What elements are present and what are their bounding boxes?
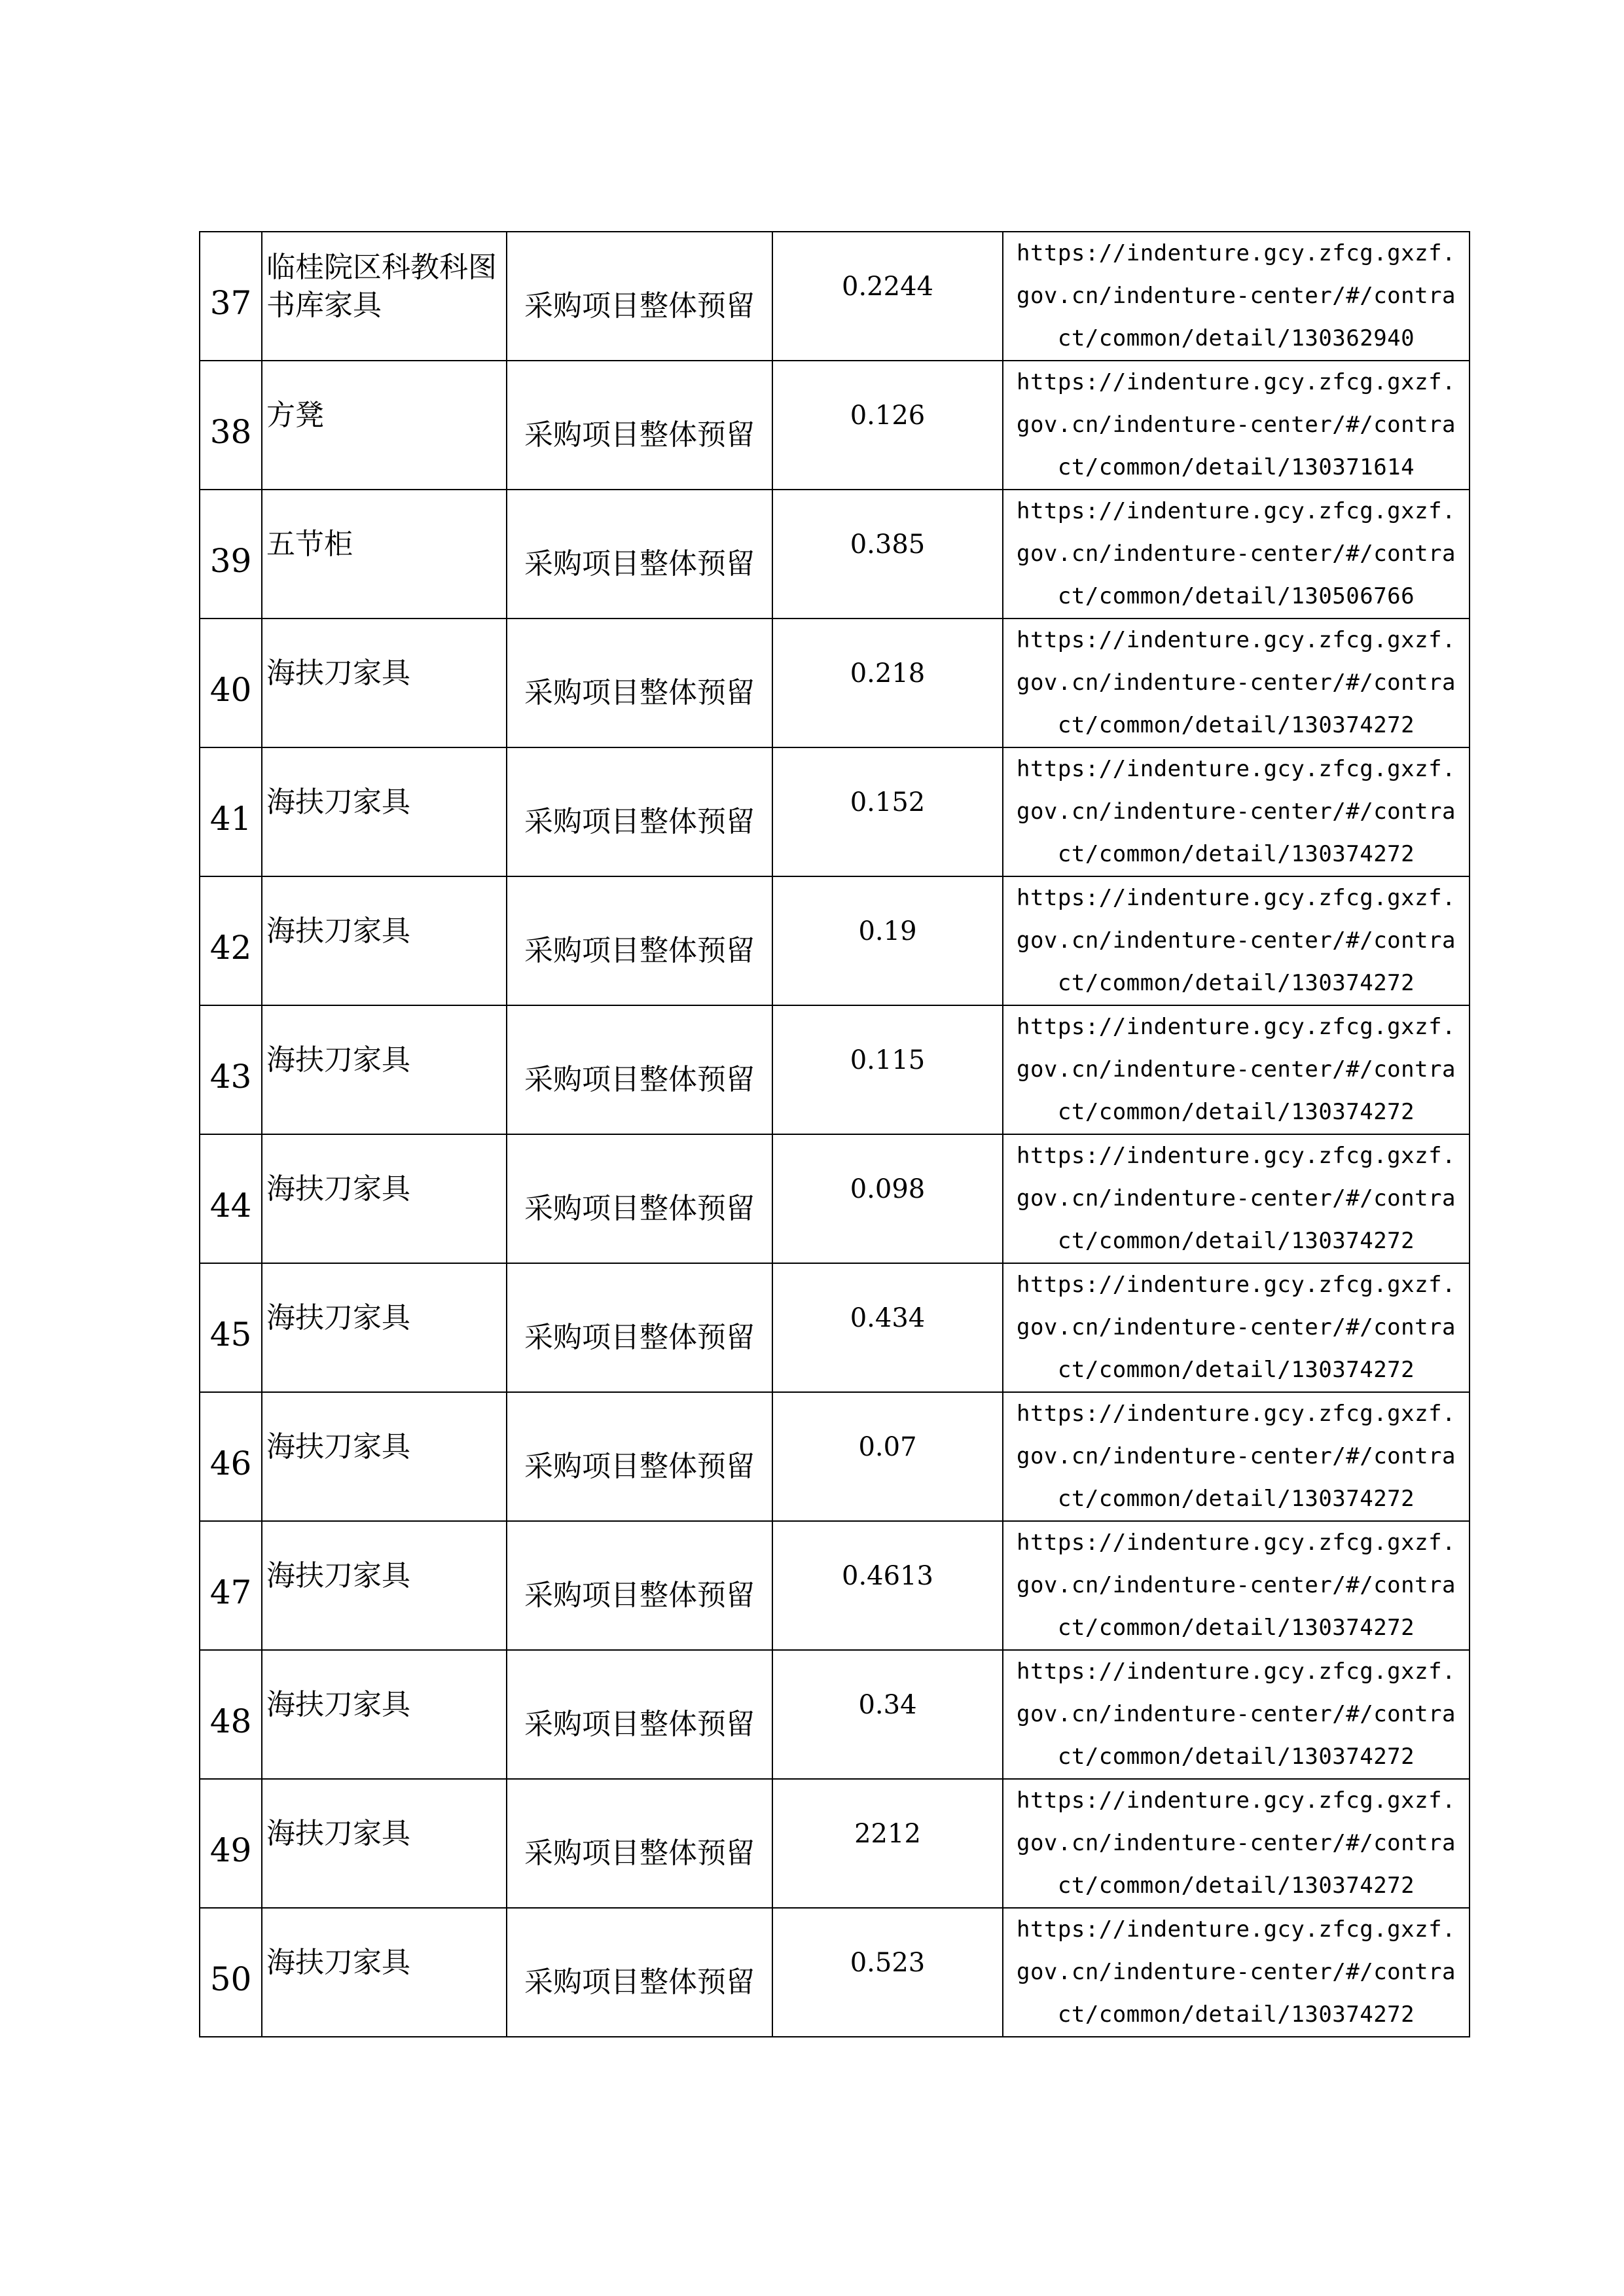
item-name: 海扶刀家具 — [262, 1779, 507, 1908]
contract-url-line: gov.cn/indenture-center/#/contra — [1016, 927, 1456, 954]
row-index: 42 — [200, 876, 262, 1005]
table-row — [200, 490, 1470, 619]
amount: 0.385 — [772, 490, 1003, 619]
contract-url-line: ct/common/detail/130374272 — [1057, 2001, 1415, 2028]
contract-url-line: ct/common/detail/130374272 — [1057, 970, 1415, 996]
contract-url-line: ct/common/detail/130506766 — [1057, 583, 1415, 609]
contract-url-line: gov.cn/indenture-center/#/contra — [1016, 1701, 1456, 1727]
item-name: 海扶刀家具 — [262, 876, 507, 1005]
amount: 0.126 — [772, 361, 1003, 490]
table-row — [200, 1650, 1470, 1779]
contract-url-line: gov.cn/indenture-center/#/contra — [1016, 1185, 1456, 1211]
reservation-type: 采购项目整体预留 — [507, 1650, 772, 1779]
row-index: 43 — [200, 1005, 262, 1134]
contract-url-line: https://indenture.gcy.zfcg.gxzf. — [1016, 369, 1456, 395]
contract-url — [1003, 1779, 1470, 1908]
item-name: 海扶刀家具 — [262, 619, 507, 747]
row-index: 37 — [200, 232, 262, 361]
contract-url-line: https://indenture.gcy.zfcg.gxzf. — [1016, 1401, 1456, 1427]
contract-url-line: gov.cn/indenture-center/#/contra — [1016, 1959, 1456, 1985]
amount: 2212 — [772, 1779, 1003, 1908]
contract-url-line: https://indenture.gcy.zfcg.gxzf. — [1016, 885, 1456, 911]
item-name: 海扶刀家具 — [262, 1005, 507, 1134]
contract-url-line: ct/common/detail/130374272 — [1057, 1615, 1415, 1641]
table-row — [200, 1521, 1470, 1650]
table-row — [200, 876, 1470, 1005]
contract-url-line: ct/common/detail/130362940 — [1057, 325, 1415, 351]
contract-url-line: ct/common/detail/130374272 — [1057, 841, 1415, 867]
contract-url — [1003, 619, 1470, 747]
reservation-type: 采购项目整体预留 — [507, 747, 772, 876]
contract-url-line: ct/common/detail/130374272 — [1057, 1873, 1415, 1899]
contract-url — [1003, 361, 1470, 490]
contract-url-line: gov.cn/indenture-center/#/contra — [1016, 1314, 1456, 1340]
table-row — [200, 361, 1470, 490]
row-index: 39 — [200, 490, 262, 619]
amount: 0.523 — [772, 1908, 1003, 2037]
table-row — [200, 232, 1470, 361]
table-row — [200, 1908, 1470, 2037]
contract-url-line: gov.cn/indenture-center/#/contra — [1016, 1572, 1456, 1598]
contract-url-line: gov.cn/indenture-center/#/contra — [1016, 798, 1456, 825]
table-row — [200, 1779, 1470, 1908]
amount: 0.19 — [772, 876, 1003, 1005]
row-index: 49 — [200, 1779, 262, 1908]
contract-url — [1003, 1392, 1470, 1521]
row-index: 45 — [200, 1263, 262, 1392]
contract-url — [1003, 1521, 1470, 1650]
reservation-type: 采购项目整体预留 — [507, 490, 772, 619]
contract-url-line: https://indenture.gcy.zfcg.gxzf. — [1016, 1787, 1456, 1814]
contract-url — [1003, 1134, 1470, 1263]
contract-url-line: https://indenture.gcy.zfcg.gxzf. — [1016, 1272, 1456, 1298]
amount: 0.152 — [772, 747, 1003, 876]
contract-url-line: gov.cn/indenture-center/#/contra — [1016, 283, 1456, 309]
amount: 0.4613 — [772, 1521, 1003, 1650]
item-name: 海扶刀家具 — [262, 747, 507, 876]
contract-url-line: https://indenture.gcy.zfcg.gxzf. — [1016, 1530, 1456, 1556]
row-index: 41 — [200, 747, 262, 876]
contract-url-line: ct/common/detail/130374272 — [1057, 1228, 1415, 1254]
table-row — [200, 619, 1470, 747]
contract-url — [1003, 747, 1470, 876]
item-name: 海扶刀家具 — [262, 1134, 507, 1263]
amount: 0.34 — [772, 1650, 1003, 1779]
item-name: 海扶刀家具 — [262, 1263, 507, 1392]
reservation-type: 采购项目整体预留 — [507, 876, 772, 1005]
item-name: 海扶刀家具 — [262, 1650, 507, 1779]
table-row — [200, 1134, 1470, 1263]
contract-url-line: ct/common/detail/130371614 — [1057, 454, 1415, 480]
contract-url-line: ct/common/detail/130374272 — [1057, 1099, 1415, 1125]
contract-url-line: ct/common/detail/130374272 — [1057, 1486, 1415, 1512]
table-row — [200, 1392, 1470, 1521]
contract-url — [1003, 232, 1470, 361]
item-name: 海扶刀家具 — [262, 1392, 507, 1521]
item-name: 海扶刀家具 — [262, 1521, 507, 1650]
amount: 0.07 — [772, 1392, 1003, 1521]
contract-url-line: https://indenture.gcy.zfcg.gxzf. — [1016, 1916, 1456, 1943]
contract-url-line: ct/common/detail/130374272 — [1057, 712, 1415, 738]
contract-url-line: gov.cn/indenture-center/#/contra — [1016, 1056, 1456, 1083]
amount: 0.218 — [772, 619, 1003, 747]
contract-url-line: https://indenture.gcy.zfcg.gxzf. — [1016, 627, 1456, 653]
row-index: 48 — [200, 1650, 262, 1779]
contract-url-line: https://indenture.gcy.zfcg.gxzf. — [1016, 1014, 1456, 1040]
contract-url-line: https://indenture.gcy.zfcg.gxzf. — [1016, 1659, 1456, 1685]
reservation-type: 采购项目整体预留 — [507, 1263, 772, 1392]
reservation-type: 采购项目整体预留 — [507, 1779, 772, 1908]
amount: 0.098 — [772, 1134, 1003, 1263]
row-index: 46 — [200, 1392, 262, 1521]
contract-url — [1003, 876, 1470, 1005]
contract-url — [1003, 1005, 1470, 1134]
item-name: 方凳 — [262, 361, 507, 490]
contract-table — [199, 231, 1470, 2037]
item-name: 海扶刀家具 — [262, 1908, 507, 2037]
table-row — [200, 1005, 1470, 1134]
contract-url-line: https://indenture.gcy.zfcg.gxzf. — [1016, 498, 1456, 524]
contract-url-line: gov.cn/indenture-center/#/contra — [1016, 412, 1456, 438]
contract-url — [1003, 1650, 1470, 1779]
row-index: 40 — [200, 619, 262, 747]
reservation-type: 采购项目整体预留 — [507, 1134, 772, 1263]
table-body — [200, 232, 1470, 2037]
contract-url-line: gov.cn/indenture-center/#/contra — [1016, 670, 1456, 696]
row-index: 38 — [200, 361, 262, 490]
reservation-type: 采购项目整体预留 — [507, 1392, 772, 1521]
amount: 0.2244 — [772, 232, 1003, 361]
reservation-type: 采购项目整体预留 — [507, 1521, 772, 1650]
item-name: 临桂院区科教科图书库家具 — [262, 232, 507, 361]
contract-url — [1003, 1908, 1470, 2037]
contract-url-line: gov.cn/indenture-center/#/contra — [1016, 1830, 1456, 1856]
reservation-type: 采购项目整体预留 — [507, 361, 772, 490]
row-index: 47 — [200, 1521, 262, 1650]
contract-url-line: gov.cn/indenture-center/#/contra — [1016, 1443, 1456, 1469]
item-name: 五节柜 — [262, 490, 507, 619]
contract-url-line: ct/common/detail/130374272 — [1057, 1744, 1415, 1770]
reservation-type: 采购项目整体预留 — [507, 1908, 772, 2037]
contract-url-line: gov.cn/indenture-center/#/contra — [1016, 541, 1456, 567]
reservation-type: 采购项目整体预留 — [507, 232, 772, 361]
row-index: 50 — [200, 1908, 262, 2037]
table-row — [200, 1263, 1470, 1392]
contract-url — [1003, 490, 1470, 619]
amount: 0.434 — [772, 1263, 1003, 1392]
contract-url-line: https://indenture.gcy.zfcg.gxzf. — [1016, 756, 1456, 782]
contract-url — [1003, 1263, 1470, 1392]
table-row — [200, 747, 1470, 876]
contract-url-line: https://indenture.gcy.zfcg.gxzf. — [1016, 240, 1456, 266]
contract-url-line: https://indenture.gcy.zfcg.gxzf. — [1016, 1143, 1456, 1169]
reservation-type: 采购项目整体预留 — [507, 619, 772, 747]
row-index: 44 — [200, 1134, 262, 1263]
amount: 0.115 — [772, 1005, 1003, 1134]
contract-url-line: ct/common/detail/130374272 — [1057, 1357, 1415, 1383]
reservation-type: 采购项目整体预留 — [507, 1005, 772, 1134]
